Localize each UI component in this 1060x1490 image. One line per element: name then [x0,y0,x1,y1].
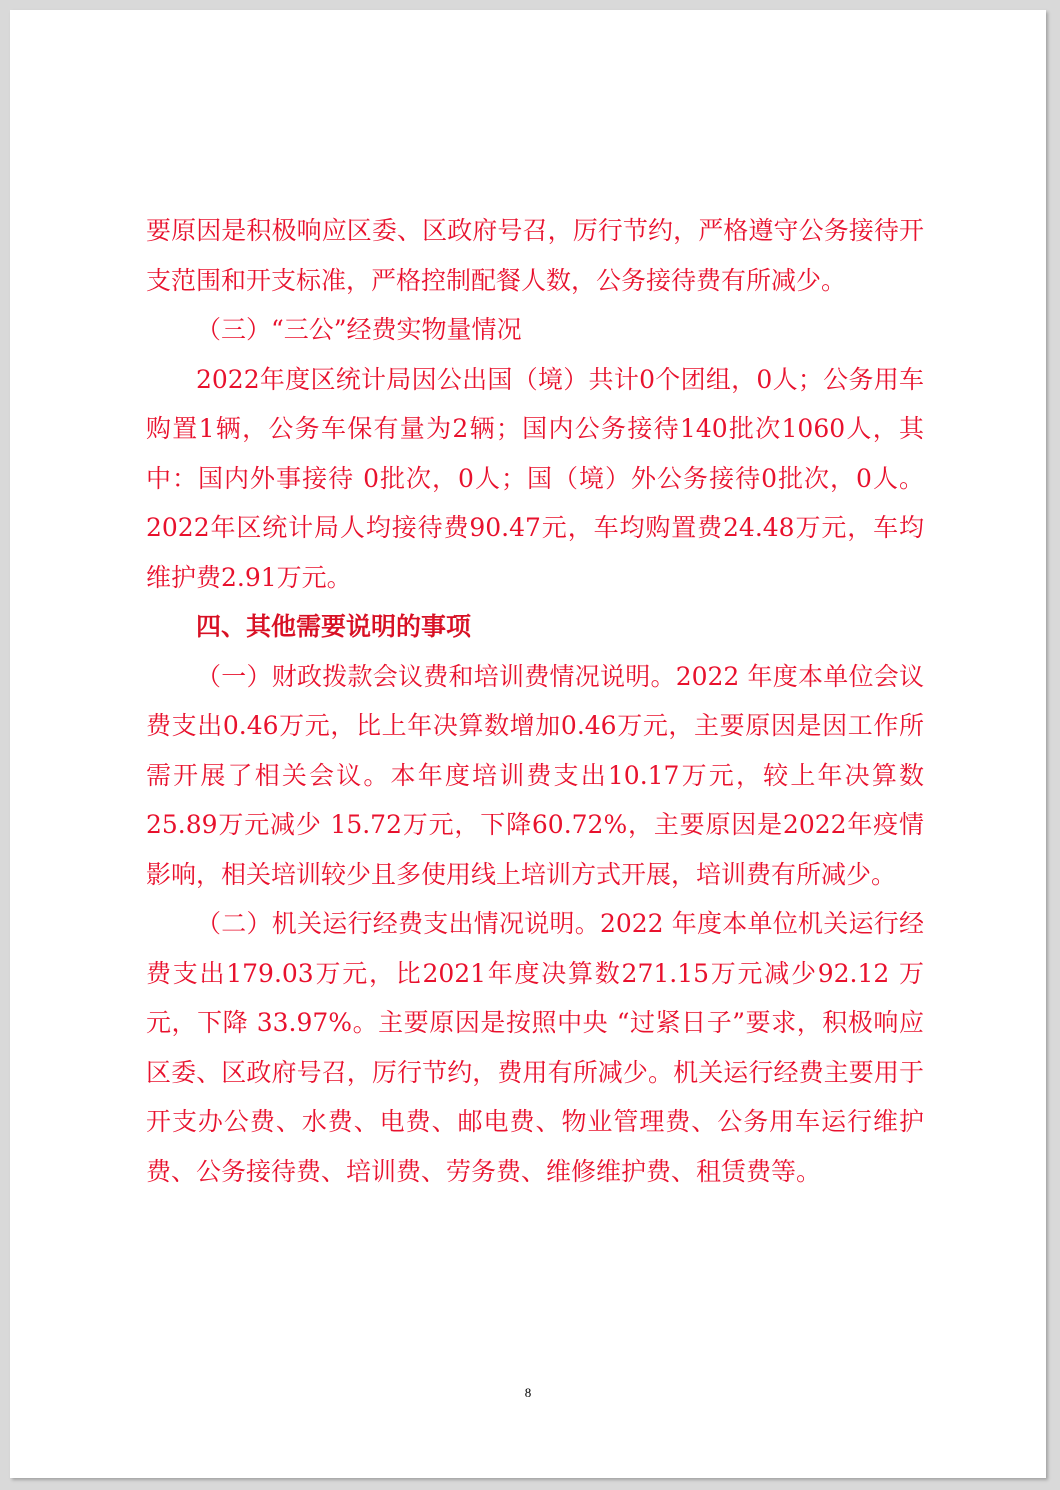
paragraph-meeting-training-fees: （一）财政拨款会议费和培训费情况说明。2022 年度本单位会议费支出0.46万元，比上年决算数增加0.46万元，主要原因是因工作所需开展了相关会议。本年度培训费支出10.17万元，较上年决算数25.89万元减少 15.72万元，下降60.72%，主要原因是2022年疫情影响，相关培训较少且多使用线上培训方式开展，培训费有所减少。 [146,661,924,889]
paragraph-operating-expenses: （二）机关运行经费支出情况说明。2022 年度本单位机关运行经费支出179.03万元，比2021年度决算数271.15万元减少92.12 万元，下降 33.97%。主要原因是按照中央 “过紧日子”要求，积极响应区委、区政府号召，厉行节约，费用有所减少。机关运行经费主要用于开支办公费、水费、电费、邮电费、物业管理费、公务用车运行维护费、公务接待费、培训费、劳务费、维修维护费、租赁费等。 [146,909,924,1186]
document-page [10,10,1046,1478]
page-number: 8 [524,1385,532,1400]
paragraph-reception-reason: 要原因是积极响应区委、区政府号召，厉行节约，严格遵守公务接待开支范围和开支标准，严格控制配餐人数，公务接待费有所减少。 [146,216,924,295]
section-heading-other-matters: 四、其他需要说明的事项 [196,612,472,641]
paragraph-physical-quantity: 2022年度区统计局因公出国（境）共计0个团组，0人；公务用车购置1辆，公务车保有量为2辆；国内公务接待140批次1060人，其中：国内外事接待 0批次，0人；国（境）外公务接待0批次，0人。2022年区统计局人均接待费90.47元，车均购置费24.48万元，车均维护费2.91万元。 [146,364,924,592]
document-body [146,206,924,1196]
subheading-physical-quantity: （三）“三公”经费实物量情况 [196,315,522,344]
